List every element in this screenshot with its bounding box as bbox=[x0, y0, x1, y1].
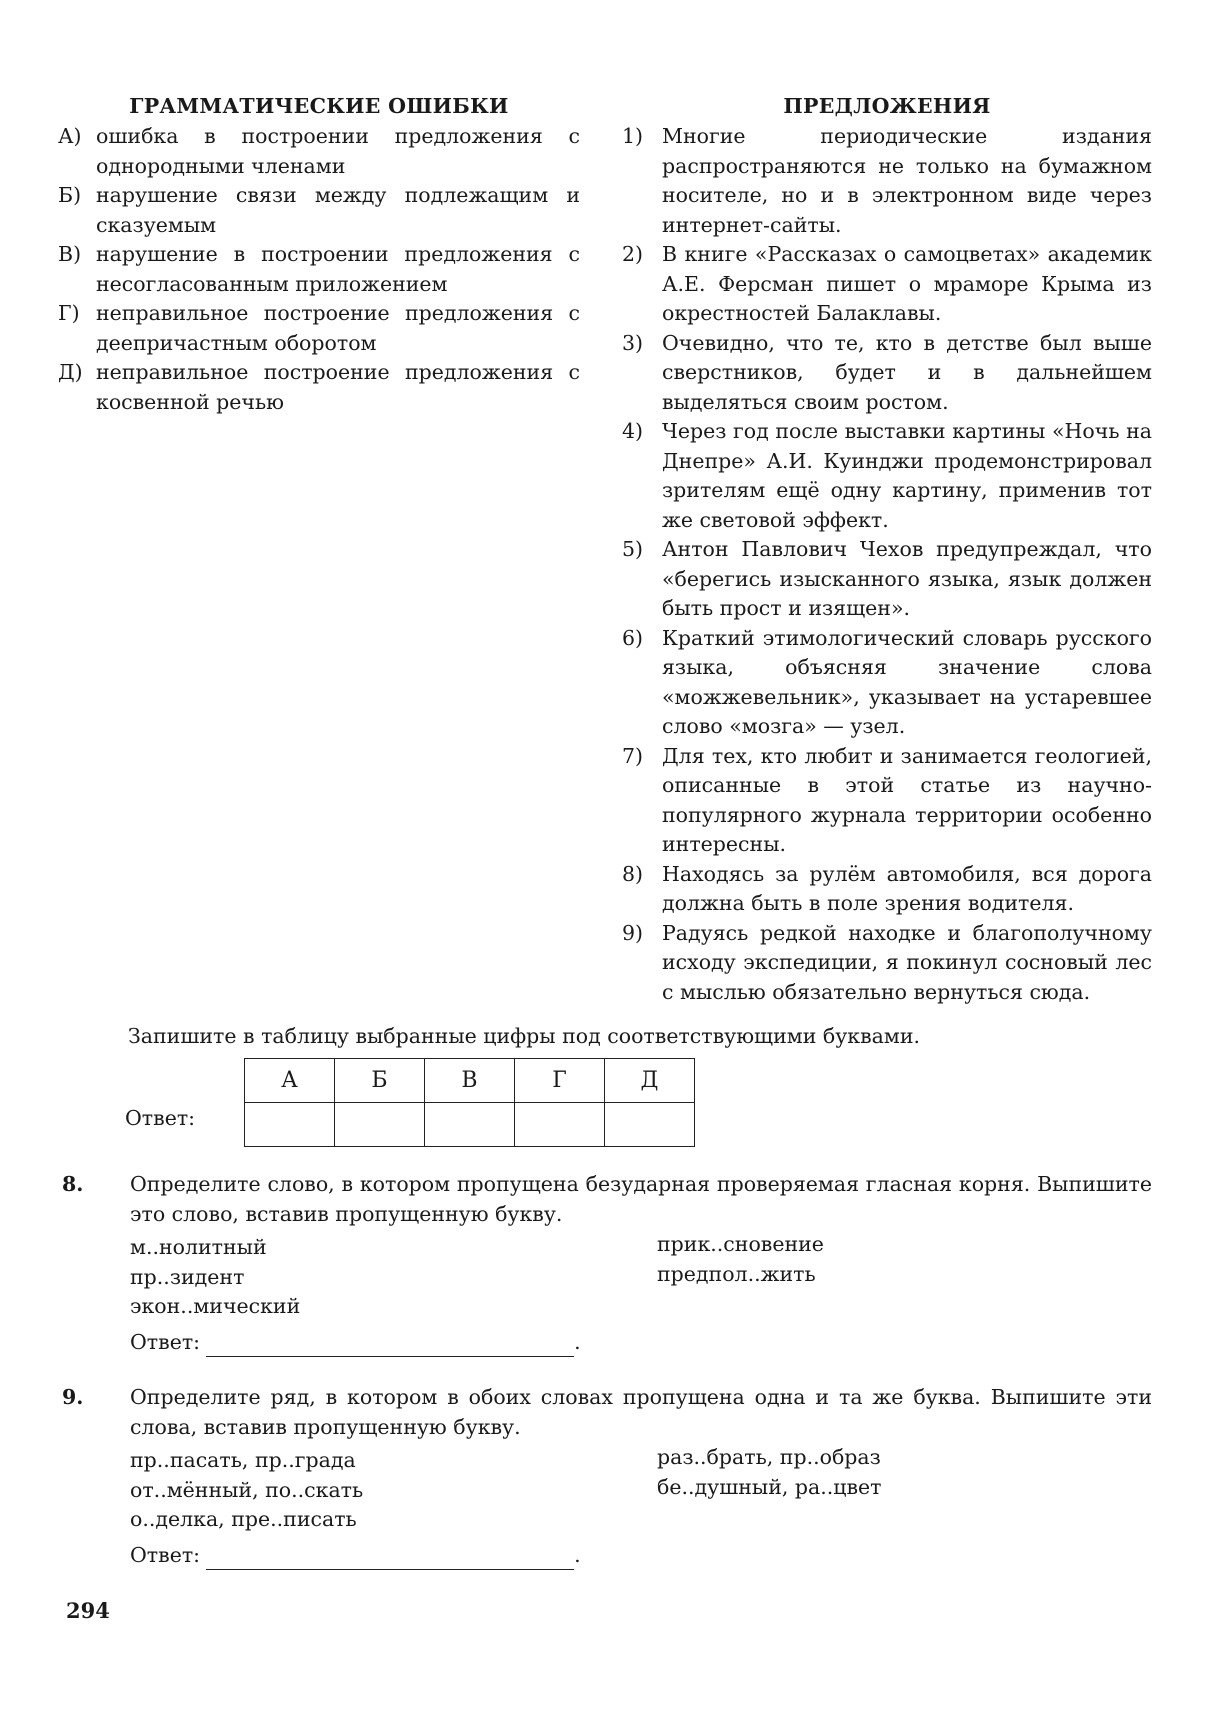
answer-cell-b[interactable] bbox=[335, 1103, 425, 1147]
sentence-text: Антон Павлович Чехов предупреждал, что «берегись изысканного языка, язык должен быть прост и изящен». bbox=[662, 537, 1152, 620]
answer-period: . bbox=[574, 1542, 581, 1567]
error-text: неправильное построение предложения с косвенной речью bbox=[96, 360, 580, 414]
sentence-marker: 3) bbox=[622, 330, 644, 355]
error-text: ошибка в построении предложения с однородными членами bbox=[96, 124, 580, 178]
answer-label: Ответ: bbox=[130, 1542, 201, 1567]
sentence-item-5 bbox=[622, 535, 1152, 624]
sentence-marker: 1) bbox=[622, 124, 644, 148]
sentence-marker: 8) bbox=[622, 861, 644, 886]
sentence-marker: 7) bbox=[622, 743, 644, 768]
error-marker: А) bbox=[58, 124, 82, 148]
error-text: нарушение в построении предложения с несогласованным приложением bbox=[96, 242, 580, 296]
sentences-column bbox=[622, 92, 1152, 1007]
sentence-item-2 bbox=[622, 240, 1152, 329]
grammar-errors-column bbox=[58, 92, 580, 417]
option-word: м..нолитный bbox=[130, 1235, 267, 1259]
option-pair: от..мённый, по..скать bbox=[130, 1477, 364, 1502]
sentence-item-1 bbox=[622, 122, 1152, 240]
option-word: прик..сновение bbox=[657, 1232, 824, 1256]
answer-line bbox=[130, 1541, 1152, 1571]
sentence-marker: 2) bbox=[622, 242, 644, 266]
sentence-text: Радуясь редкой находке и благополучному исходу экспедиции, я покинул сосновый лес с мыслью обязательно вернуться сюда. bbox=[662, 920, 1152, 1004]
answer-header-b: Б bbox=[335, 1059, 425, 1103]
answer-header-a: А bbox=[245, 1059, 335, 1103]
task-8 bbox=[62, 1170, 1152, 1357]
task-number: 9. bbox=[62, 1385, 84, 1409]
task-9 bbox=[62, 1383, 1152, 1570]
task-options bbox=[130, 1446, 1152, 1535]
sentence-text: Краткий этимологический словарь русского языка, объясняя значение слова «можжевельник», указывает на устаревшее слово «мозга» — узел. bbox=[662, 625, 1152, 738]
sentence-text: В книге «Рассказах о самоцветах» академик А.Е. Ферсман пишет о мраморе Крыма из окрестностей Балаклавы. bbox=[662, 242, 1152, 325]
answer-cell-d[interactable] bbox=[605, 1103, 695, 1147]
answer-header-g: Г bbox=[515, 1059, 605, 1103]
answer-period: . bbox=[574, 1329, 581, 1354]
answer-table-header-row bbox=[245, 1059, 695, 1103]
option-pair: пр..пасать, пр..града bbox=[130, 1448, 356, 1472]
grammar-errors-heading: ГРАММАТИЧЕСКИЕ ОШИБКИ bbox=[129, 94, 509, 118]
error-text: нарушение связи между подлежащим и сказуемым bbox=[96, 183, 580, 237]
error-marker: Б) bbox=[58, 183, 82, 207]
answer-header-v: В bbox=[425, 1059, 515, 1103]
sentence-text: Для тех, кто любит и занимается геологией, описанные в этой статье из научно-популярного журнала территории особенно интересны. bbox=[662, 743, 1152, 856]
sentence-text: Через год после выставки картины «Ночь на Днепре» А.И. Куинджи продемонстрировал зрителям ещё одну картину, применив тот же световой эффект. bbox=[662, 419, 1152, 532]
sentence-marker: 9) bbox=[622, 920, 644, 945]
answer-table-label: Ответ: bbox=[125, 1106, 196, 1130]
task-options bbox=[130, 1233, 1152, 1322]
answer-blank[interactable] bbox=[206, 1332, 574, 1357]
error-item-g bbox=[58, 299, 580, 358]
answer-table bbox=[244, 1058, 695, 1147]
option-word: пр..зидент bbox=[130, 1264, 245, 1289]
table-instruction: Запишите в таблицу выбранные цифры под соответствующими буквами. bbox=[128, 1024, 921, 1048]
error-item-d bbox=[58, 358, 580, 417]
sentence-item-3 bbox=[622, 329, 1152, 418]
error-item-v bbox=[58, 240, 580, 299]
option-pair: о..делка, пре..писать bbox=[130, 1507, 357, 1531]
error-marker: Д) bbox=[58, 360, 83, 384]
sentence-item-7 bbox=[622, 742, 1152, 860]
option-pair: раз..брать, пр..образ bbox=[657, 1445, 881, 1469]
page-number: 294 bbox=[66, 1598, 110, 1623]
sentence-text: Многие периодические издания распространяются не только на бумажном носителе, но и в электронном виде через интернет-сайты. bbox=[662, 124, 1152, 237]
sentence-item-8 bbox=[622, 860, 1152, 919]
answer-cell-a[interactable] bbox=[245, 1103, 335, 1147]
sentence-marker: 6) bbox=[622, 625, 644, 650]
answer-line bbox=[130, 1328, 1152, 1358]
error-text: неправильное построение предложения с деепричастным оборотом bbox=[96, 301, 580, 355]
sentence-item-9 bbox=[622, 919, 1152, 1008]
answer-cell-v[interactable] bbox=[425, 1103, 515, 1147]
option-word: экон..мический bbox=[130, 1294, 301, 1318]
error-item-b bbox=[58, 181, 580, 240]
error-marker: В) bbox=[58, 242, 82, 266]
answer-header-d: Д bbox=[605, 1059, 695, 1103]
sentence-marker: 4) bbox=[622, 419, 644, 443]
sentence-marker: 5) bbox=[622, 537, 644, 561]
answer-table-value-row bbox=[245, 1103, 695, 1147]
sentences-heading: ПРЕДЛОЖЕНИЯ bbox=[783, 94, 991, 118]
option-pair: бе..душный, ра..цвет bbox=[657, 1474, 882, 1499]
error-item-a bbox=[58, 122, 580, 181]
task-prompt: Определите слово, в котором пропущена безударная проверяемая гласная корня. Выпишите это слово, вставив пропущенную букву. bbox=[130, 1172, 1152, 1226]
sentence-text: Находясь за рулём автомобиля, вся дорога должна быть в поле зрения водителя. bbox=[662, 861, 1152, 915]
sentence-item-4 bbox=[622, 417, 1152, 535]
option-word: предпол..жить bbox=[657, 1261, 816, 1286]
answer-label: Ответ: bbox=[130, 1329, 201, 1354]
task-prompt: Определите ряд, в котором в обоих словах пропущена одна и та же буква. Выпишите эти слова, вставив пропущенную букву. bbox=[130, 1385, 1152, 1439]
sentence-text: Очевидно, что те, кто в детстве был выше сверстников, будет и в дальнейшем выделяться своим ростом. bbox=[662, 330, 1152, 414]
answer-cell-g[interactable] bbox=[515, 1103, 605, 1147]
error-marker: Г) bbox=[58, 301, 80, 325]
answer-blank[interactable] bbox=[206, 1545, 574, 1570]
sentence-item-6 bbox=[622, 624, 1152, 742]
task-number: 8. bbox=[62, 1172, 84, 1196]
